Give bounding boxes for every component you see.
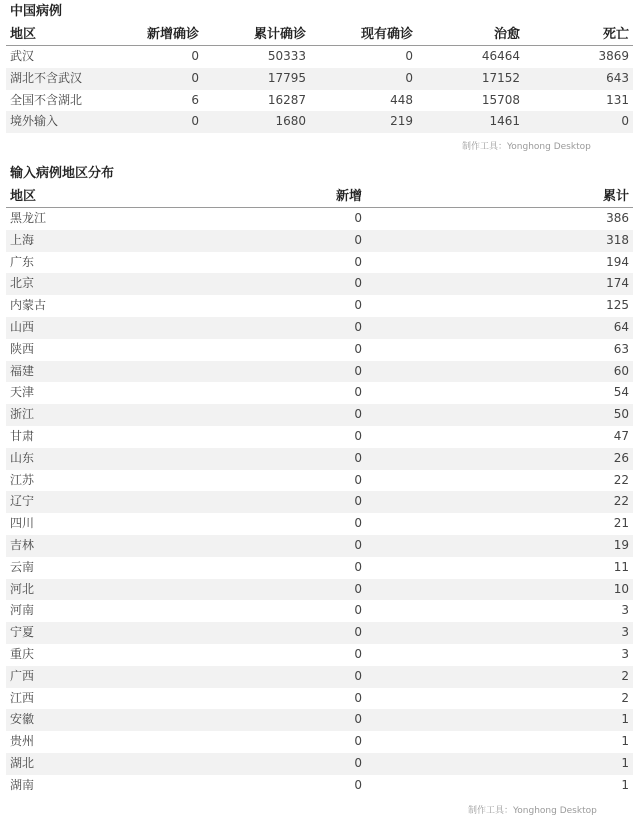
cell-value: 0 [354,690,362,705]
cell-value: 0 [354,254,362,269]
cell-region: 湖北 [10,755,35,770]
cell-value: 0 [354,516,362,531]
cell-value: 15708 [481,92,520,107]
cell-value: 1 [621,777,629,792]
cell-value: 10 [613,581,629,596]
cell-value: 0 [354,276,362,291]
cell-value: 22 [613,472,629,487]
cell-value: 64 [613,319,629,334]
cell-value: 0 [354,298,362,313]
table-row [6,775,633,797]
cell-value: 50333 [267,49,306,63]
cell-value: 0 [191,49,199,63]
cell-value: 0 [354,734,362,749]
cell-value: 0 [354,363,362,378]
cell-value: 0 [354,450,362,465]
cell-region: 重庆 [10,646,35,661]
header-current-confirmed: 现有确诊 [360,27,413,42]
cell-value: 0 [354,559,362,574]
cell-value: 1 [621,712,629,727]
table-row [6,111,633,133]
cell-value: 0 [354,668,362,683]
table-row [6,382,633,404]
cell-value: 50 [613,407,629,422]
header-new: 新增 [335,189,362,204]
cell-value: 0 [354,494,362,509]
table-row [6,317,633,339]
cell-value: 0 [354,319,362,334]
cell-value: 0 [354,232,362,247]
table-row [6,600,633,622]
cell-region: 上海 [10,232,35,247]
cell-region: 浙江 [10,407,35,422]
cell-value: 318 [606,232,629,247]
table-row [6,46,633,68]
cell-value: 1 [621,734,629,749]
cell-value: 3 [621,646,629,661]
cell-region: 福建 [10,363,35,378]
table-row [6,513,633,535]
china-cases-header-row [6,24,633,46]
table-row [6,252,633,274]
cell-region: 广东 [10,254,35,269]
table-row [6,230,633,252]
table-row [6,404,633,426]
table-row [6,339,633,361]
cell-region: 湖南 [10,777,35,792]
cell-region: 山东 [10,450,35,465]
table-row [6,753,633,775]
table-row [6,295,633,317]
table-row [6,448,633,470]
cell-value: 0 [405,70,413,85]
header-total-confirmed: 累计确诊 [253,27,306,42]
cell-value: 0 [354,407,362,422]
imported-cases-header-row [6,186,633,208]
china-cases-title: 中国病例 [10,4,63,19]
cell-value: 46464 [481,49,520,63]
cell-value: 1 [621,755,629,770]
table-row [6,535,633,557]
cell-region: 宁夏 [10,625,35,640]
table-row [6,361,633,383]
cell-value: 0 [191,70,199,85]
credit-text: 制作工具：Yonghong Desktop [462,142,591,152]
header-deaths: 死亡 [602,27,629,42]
cell-region: 北京 [10,276,35,291]
imported-cases-title: 输入病例地区分布 [10,166,115,181]
table-row [6,644,633,666]
cell-value: 54 [613,385,629,400]
cell-value: 125 [606,298,629,313]
cell-region: 辽宁 [10,494,35,509]
cell-region: 黑龙江 [10,211,47,225]
cell-value: 0 [354,472,362,487]
cell-value: 131 [606,92,629,107]
header-recovered: 治愈 [493,27,520,42]
cell-region: 武汉 [10,49,35,63]
cell-region: 山西 [10,319,35,334]
cell-value: 194 [606,254,629,269]
cell-value: 0 [354,712,362,727]
cell-value: 26 [613,450,629,465]
cell-value: 0 [354,625,362,640]
cell-value: 0 [621,114,629,129]
cell-value: 174 [606,276,629,291]
cell-value: 0 [354,537,362,552]
cell-value: 0 [354,581,362,596]
credit-text: 制作工具：Yonghong Desktop [468,806,597,816]
cell-region: 吉林 [10,537,35,552]
cell-value: 0 [354,777,362,792]
table-row [6,666,633,688]
cell-value: 1461 [489,114,520,129]
cell-value: 0 [354,428,362,443]
cell-value: 2 [621,690,629,705]
china-cases-table [6,24,633,133]
cell-value: 0 [191,114,199,129]
table-row [6,273,633,295]
cell-value: 47 [613,428,629,443]
cell-value: 17152 [481,70,520,85]
cell-region: 广西 [10,668,35,683]
cell-region: 河南 [10,603,35,618]
cell-value: 17795 [267,70,306,85]
cell-value: 448 [390,92,413,107]
table-row [6,579,633,601]
cell-value: 0 [354,603,362,618]
cell-region: 江苏 [10,472,35,487]
table-row [6,557,633,579]
cell-value: 3 [621,625,629,640]
cell-value: 0 [354,211,362,225]
table-row [6,491,633,513]
cell-region: 安徽 [10,712,35,727]
cell-region: 四川 [10,516,35,531]
cell-value: 6 [191,92,199,107]
header-region: 地区 [10,27,37,42]
table-row [6,208,633,230]
cell-value: 0 [354,341,362,356]
cell-value: 0 [405,49,413,63]
header-total: 累计 [602,189,629,204]
cell-value: 643 [606,70,629,85]
cell-value: 0 [354,385,362,400]
cell-region: 全国不含湖北 [10,92,83,107]
cell-value: 19 [613,537,629,552]
cell-value: 16287 [267,92,306,107]
cell-region: 贵州 [10,734,35,749]
cell-value: 11 [613,559,629,574]
imported-cases-body [6,208,633,797]
table-row [6,426,633,448]
cell-region: 甘肃 [10,428,35,443]
cell-region: 境外输入 [10,114,59,129]
cell-region: 云南 [10,559,35,574]
table-row [6,709,633,731]
imported-cases-table [6,186,633,797]
header-region: 地区 [10,189,37,204]
cell-value: 0 [354,646,362,661]
cell-region: 陕西 [10,341,35,356]
table-row [6,731,633,753]
cell-value: 22 [613,494,629,509]
cell-region: 天津 [10,385,35,400]
cell-region: 湖北不含武汉 [10,70,83,85]
cell-value: 63 [613,341,629,356]
cell-value: 2 [621,668,629,683]
cell-value: 219 [390,114,413,129]
table-row [6,68,633,90]
cell-value: 3 [621,603,629,618]
cell-region: 内蒙古 [10,298,47,313]
cell-value: 386 [606,211,629,225]
cell-value: 60 [613,363,629,378]
cell-value: 0 [354,755,362,770]
header-new-confirmed: 新增确诊 [146,27,199,42]
table-row [6,470,633,492]
china-cases-body [6,46,633,134]
table-row [6,688,633,710]
cell-value: 3869 [598,49,629,63]
cell-region: 江西 [10,690,35,705]
cell-value: 21 [613,516,629,531]
table-row [6,622,633,644]
cell-value: 1680 [275,114,306,129]
table-row [6,90,633,112]
cell-region: 河北 [10,581,35,596]
